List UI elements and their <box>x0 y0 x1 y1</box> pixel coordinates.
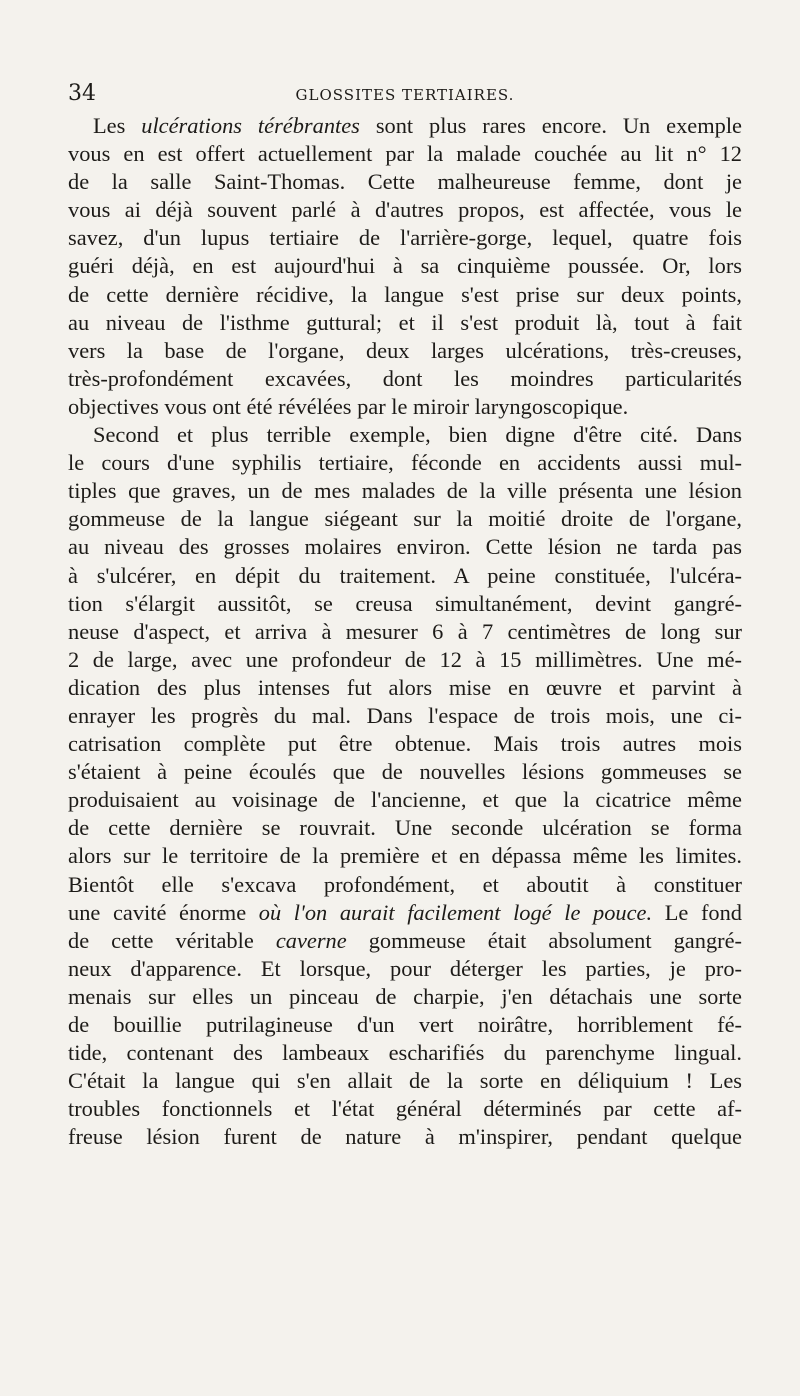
text-line: le cours d'une syphilis tertiaire, féconde en accidents aussi mul- <box>68 450 742 476</box>
text-line: à s'ulcérer, en dépit du traitement. A peine constituée, l'ulcéra- <box>68 562 742 588</box>
text-line: de cette dernière se rouvrait. Une seconde ulcération se forma <box>68 815 742 841</box>
italic-segment: caverne <box>275 927 347 953</box>
text-line: produisaient au voisinage de l'ancienne, et que la cicatrice même <box>68 787 742 813</box>
text-line: dication des plus intenses fut alors mise en œuvre et parvint à <box>68 674 742 700</box>
text-segment: sont plus rares encore. Un exemple <box>359 113 742 138</box>
text-line: C'était la langue qui s'en allait de la sorte en déliquium ! Les <box>68 1068 742 1094</box>
text-line: objectives vous ont été révélées par le miroir laryngoscopique. <box>68 393 629 419</box>
page-number: 34 <box>68 81 96 106</box>
text-line: vous ai déjà souvent parlé à d'autres propos, est affectée, vous le <box>68 197 742 223</box>
text-line <box>68 927 742 955</box>
text-line: vous en est offert actuellement par la malade couchée au lit n° 12 <box>68 141 742 167</box>
text-line: Bientôt elle s'excava profondément, et aboutit à constituer <box>68 871 742 897</box>
text-line: neux d'apparence. Et lorsque, pour déterger les parties, je pro- <box>68 955 742 981</box>
text-line: s'étaient à peine écoulés que de nouvelles lésions gommeuses se <box>68 759 742 785</box>
text-segment: de cette véritable <box>68 927 276 953</box>
text-line: très-profondément excavées, dont les moindres particularités <box>68 365 742 391</box>
body-text <box>68 112 742 1151</box>
running-title: GLOSSITES TERTIAIRES. <box>295 86 515 104</box>
text-line: freuse lésion furent de nature à m'inspirer, pendant quelque <box>68 1124 742 1150</box>
running-head <box>68 82 742 106</box>
text-line: tion s'élargit aussitôt, se creusa simultanément, devint gangré- <box>68 590 742 616</box>
text-line: vers la base de l'organe, deux larges ulcérations, très-creuses, <box>68 337 742 363</box>
text-line <box>68 899 742 927</box>
text-segment: une cavité énorme <box>68 899 259 925</box>
text-line: menais sur elles un pinceau de charpie, j'en détachais une sorte <box>68 983 742 1009</box>
text-segment: gommeuse était absolument gangré- <box>346 927 742 953</box>
text-line: catrisation complète put être obtenue. Mais trois autres mois <box>68 731 742 757</box>
italic-segment: où l'on aurait facilement logé le pouce. <box>258 899 653 925</box>
text-segment: Le fond <box>652 899 742 925</box>
text-line: 2 de large, avec une profondeur de 12 à 15 millimètres. Une mé- <box>68 646 742 672</box>
text-line: alors sur le territoire de la première et en dépassa même les limites. <box>68 843 742 869</box>
text-line: de bouillie putrilagineuse d'un vert noirâtre, horriblement fé- <box>68 1012 742 1037</box>
text-line: guéri déjà, en est aujourd'hui à sa cinquième poussée. Or, lors <box>68 253 742 279</box>
text-line <box>68 112 742 140</box>
italic-segment: ulcérations térébrantes <box>141 113 360 138</box>
text-line: enrayer les progrès du mal. Dans l'espace de trois mois, une ci- <box>68 702 742 728</box>
text-line: troubles fonctionnels et l'état général déterminés par cette af- <box>68 1096 742 1122</box>
text-line: au niveau de l'isthme guttural; et il s'est produit là, tout à fait <box>68 309 742 335</box>
text-line: tide, contenant des lambeaux escharifiés du parenchyme lingual. <box>68 1040 742 1066</box>
text-line: tiples que graves, un de mes malades de la ville présenta une lésion <box>68 478 742 504</box>
text-line: savez, d'un lupus tertiaire de l'arrière-gorge, lequel, quatre fois <box>68 225 742 251</box>
text-line: de la salle Saint-Thomas. Cette malheureuse femme, dont je <box>68 169 742 195</box>
text-line: gommeuse de la langue siégeant sur la moitié droite de l'organe, <box>68 506 742 532</box>
text-line: neuse d'aspect, et arriva à mesurer 6 à 7 centimètres de long sur <box>68 618 742 644</box>
text-line: de cette dernière récidive, la langue s'est prise sur deux points, <box>68 281 742 307</box>
text-segment: Les <box>93 113 142 138</box>
text-line: Second et plus terrible exemple, bien digne d'être cité. Dans <box>93 422 742 448</box>
text-line: au niveau des grosses molaires environ. Cette lésion ne tarda pas <box>68 534 742 560</box>
